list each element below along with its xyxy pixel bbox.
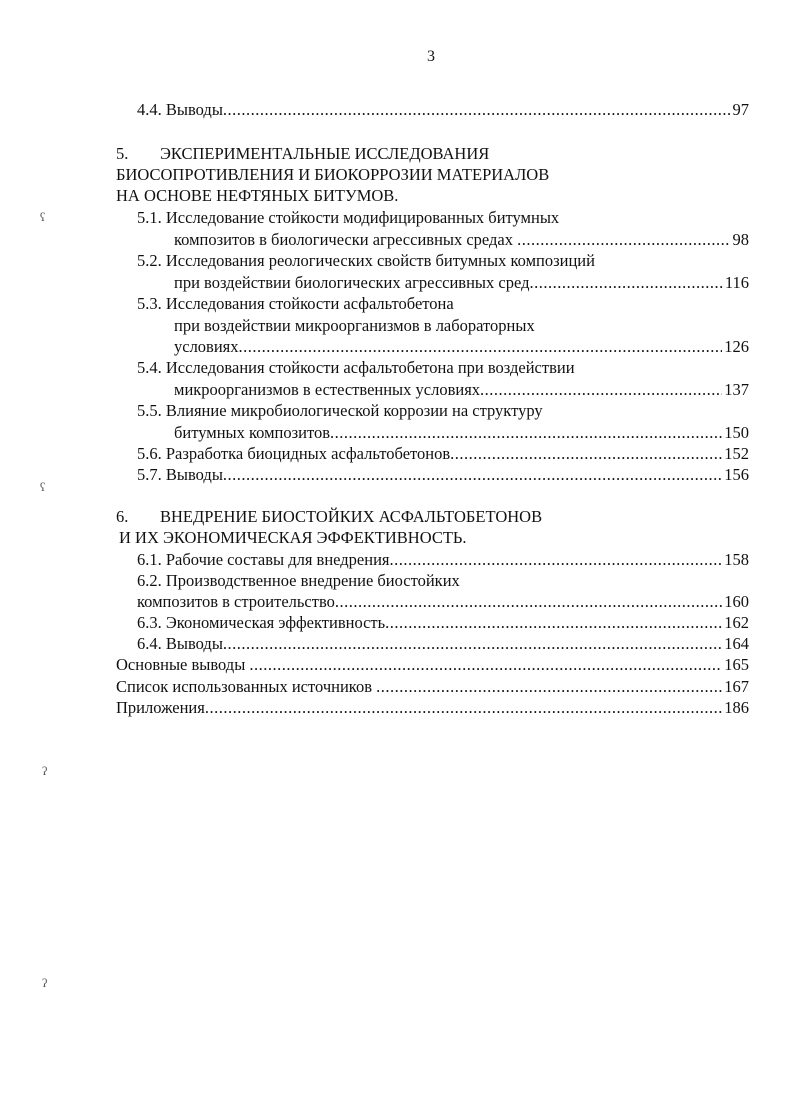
toc-page: 164 [724, 634, 749, 653]
scan-speck: ʕ [40, 210, 46, 224]
chapter-6-heading[interactable] [116, 507, 542, 527]
toc-title: Рабочие составы для внедрения [165, 550, 390, 569]
toc-entry-5-4-line-1[interactable] [137, 358, 575, 378]
chapter-6-title-line-2: И ИХ ЭКОНОМИЧЕСКАЯ ЭФФЕКТИВНОСТЬ. [119, 528, 467, 547]
leader-dots [480, 380, 722, 400]
toc-entry-5-6[interactable] [137, 444, 749, 464]
scan-speck: ʔ [42, 976, 48, 990]
toc-entry-6-2-line-1[interactable] [137, 571, 460, 591]
chapter-number: 5. [116, 144, 129, 163]
leader-dots [390, 550, 723, 570]
toc-number: 5.1. [137, 208, 162, 227]
leader-dots [249, 655, 722, 675]
toc-entry-6-1[interactable] [137, 550, 749, 570]
toc-entry-5-2-line-2[interactable] [174, 273, 749, 293]
toc-title: Приложения [116, 698, 205, 717]
toc-entry-5-1-line-2[interactable] [174, 230, 749, 250]
toc-title: Исследования стойкости асфальтобетона при воздействии [165, 358, 575, 377]
toc-title: Исследования стойкости асфальтобетона [165, 294, 454, 313]
toc-title: условиях [174, 337, 239, 356]
toc-page: 156 [724, 465, 749, 484]
toc-title: Выводы [165, 634, 223, 653]
toc-entry-4-4[interactable] [137, 100, 749, 120]
leader-dots [330, 423, 722, 443]
toc-page: 167 [724, 677, 749, 696]
toc-title: Основные выводы [116, 655, 246, 674]
toc-entry-5-4-line-2[interactable] [174, 380, 749, 400]
toc-number: 5.3. [137, 294, 162, 313]
toc-entry-5-1-line-1[interactable] [137, 208, 559, 228]
toc-title: Экономическая эффективность [165, 613, 386, 632]
toc-page: 165 [724, 655, 749, 674]
toc-entry-conclusions[interactable] [116, 655, 749, 675]
toc-title: битумных композитов [174, 423, 331, 442]
toc-entry-5-3-line-2: при воздействии микроорганизмов в лабораторных [174, 316, 535, 335]
toc-number: 5.4. [137, 358, 162, 377]
leader-dots [239, 337, 723, 357]
chapter-5-title-line-3: НА ОСНОВЕ НЕФТЯНЫХ БИТУМОВ. [116, 186, 399, 205]
leader-dots [223, 100, 731, 120]
toc-page: 162 [724, 613, 749, 632]
toc-title: Влияние микробиологической коррозии на структуру [165, 401, 543, 420]
leader-dots [450, 444, 722, 464]
toc-entry-5-3-line-3[interactable] [174, 337, 749, 357]
toc-page: 97 [732, 100, 749, 119]
chapter-5-heading[interactable] [116, 144, 489, 164]
toc-page: 158 [724, 550, 749, 569]
toc-page: 98 [732, 230, 749, 249]
toc-number: 4.4. [137, 100, 162, 119]
toc-title: композитов в строительство [137, 592, 335, 611]
chapter-5-title-line-2: БИОСОПРОТИВЛЕНИЯ И БИОКОРРОЗИИ МАТЕРИАЛОВ [116, 165, 550, 184]
leader-dots [223, 465, 722, 485]
leader-dots [205, 698, 722, 718]
toc-page: 186 [724, 698, 749, 717]
toc-page: 160 [724, 592, 749, 611]
leader-dots [385, 613, 722, 633]
toc-entry-6-2-line-2[interactable] [137, 592, 749, 612]
toc-entry-5-2-line-1[interactable] [137, 251, 595, 271]
toc-number: 5.5. [137, 401, 162, 420]
toc-title: микроорганизмов в естественных условиях [174, 380, 481, 399]
chapter-title-line: ВНЕДРЕНИЕ БИОСТОЙКИХ АСФАЛЬТОБЕТОНОВ [160, 507, 543, 526]
toc-title: композитов в биологически агрессивных средах [174, 230, 514, 249]
toc-number: 6.1. [137, 550, 162, 569]
toc-page: 150 [724, 423, 749, 442]
toc-number: 6.2. [137, 571, 162, 590]
toc-entry-5-5-line-1[interactable] [137, 401, 543, 421]
scan-speck: ʔ [42, 764, 48, 778]
toc-page: 137 [724, 380, 749, 399]
toc-entry-appendices[interactable] [116, 698, 749, 718]
toc-entry-6-4[interactable] [137, 634, 749, 654]
toc-title: Выводы [165, 465, 223, 484]
toc-page: 116 [724, 273, 749, 292]
toc-title: Список использованных источников [116, 677, 372, 696]
toc-entry-5-7[interactable] [137, 465, 749, 485]
leader-dots [335, 592, 722, 612]
toc-title: Производственное внедрение биостойких [165, 571, 460, 590]
toc-title: при воздействии биологических агрессивных сред [174, 273, 530, 292]
toc-page: 152 [724, 444, 749, 463]
leader-dots [376, 677, 722, 697]
toc-entry-5-5-line-2[interactable] [174, 423, 749, 443]
chapter-title-line: ЭКСПЕРИМЕНТАЛЬНЫЕ ИССЛЕДОВАНИЯ [160, 144, 490, 163]
toc-entry-references[interactable] [116, 677, 749, 697]
toc-number: 5.6. [137, 444, 162, 463]
toc-title: Исследование стойкости модифицированных битумных [165, 208, 560, 227]
toc-entry-5-3-line-1[interactable] [137, 294, 454, 314]
toc-number: 5.7. [137, 465, 162, 484]
leader-dots [517, 230, 730, 250]
page-number: 3 [427, 48, 435, 65]
toc-page: 126 [724, 337, 749, 356]
toc-title: Разработка биоцидных асфальтобетонов [165, 444, 451, 463]
scan-speck: ʕ [40, 480, 46, 494]
toc-number: 6.4. [137, 634, 162, 653]
leader-dots [223, 634, 722, 654]
leader-dots [529, 273, 722, 293]
toc-entry-6-3[interactable] [137, 613, 749, 633]
toc-number: 5.2. [137, 251, 162, 270]
toc-title: Выводы [165, 100, 223, 119]
toc-number: 6.3. [137, 613, 162, 632]
toc-title: Исследования реологических свойств битумных композиций [165, 251, 595, 270]
chapter-number: 6. [116, 507, 129, 526]
